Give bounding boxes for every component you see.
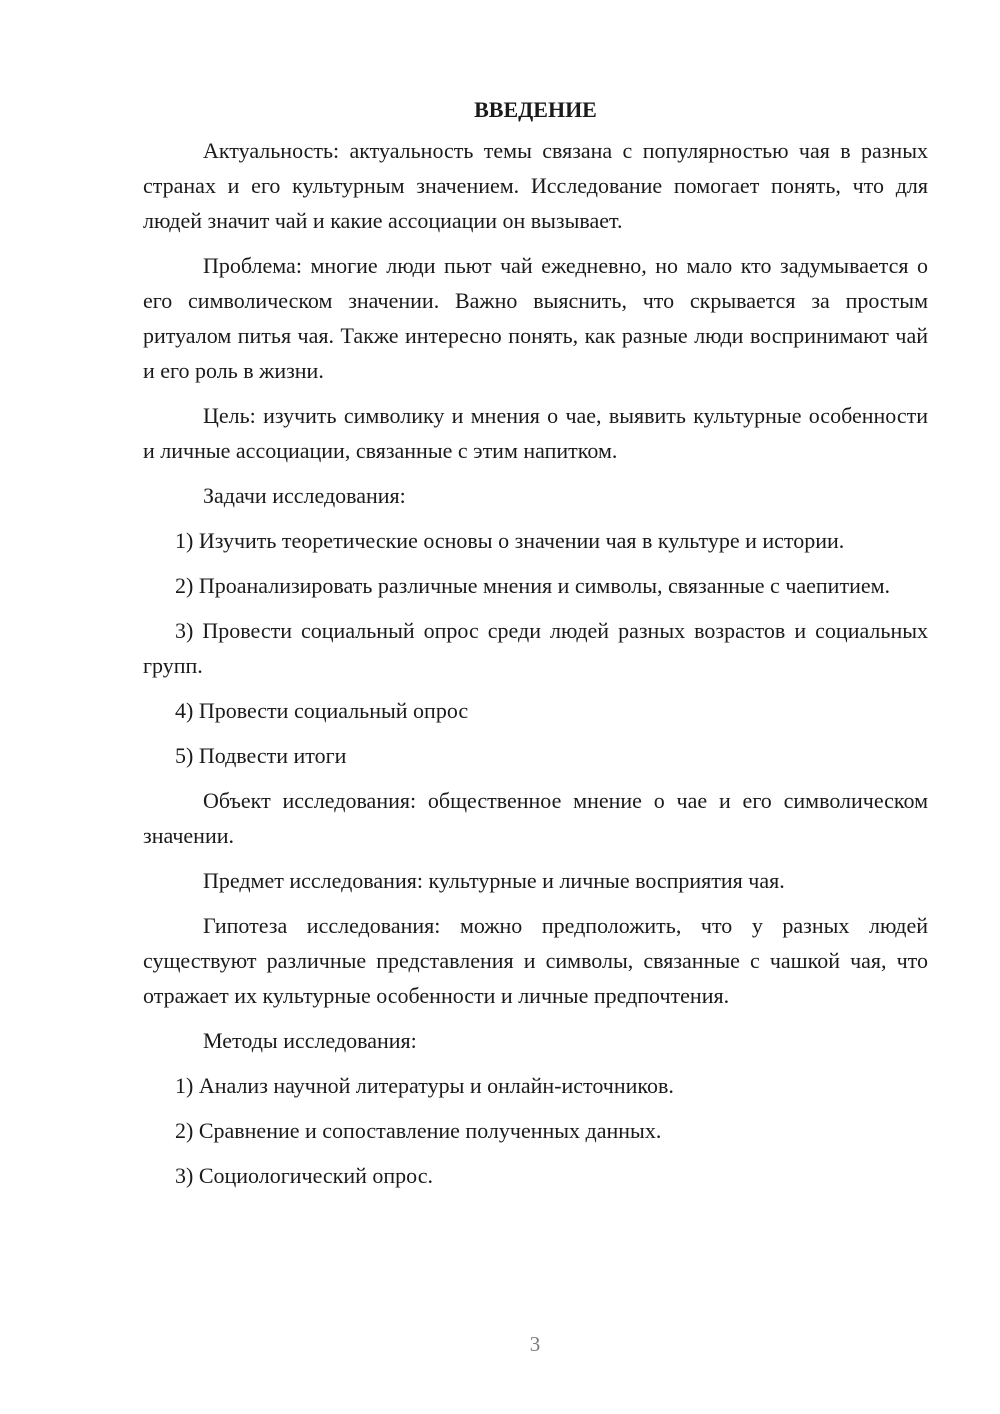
problem-paragraph: Проблема: многие люди пьют чай ежедневно, но мало кто задумывается о его символическом значении. Важно выяснить, что скрывается за простым ритуалом питья чая. Также интересно понять, как разные люди воспринимают чай и его роль в жизни. (143, 253, 928, 383)
hypothesis-paragraph: Гипотеза исследования: можно предположить, что у разных людей существуют различные представления и символы, связанные с чашкой чая, что отражает их культурные особенности и личные предпочтения. (143, 913, 928, 1008)
method-item-3: 3) Социологический опрос. (175, 1163, 433, 1188)
task-item-1: 1) Изучить теоретические основы о значении чая в культуре и истории. (175, 528, 845, 553)
task-item-4: 4) Провести социальный опрос (175, 698, 469, 723)
task-item-3: 3) Провести социальный опрос среди людей разных возрастов и социальных групп. (143, 618, 928, 678)
goal-paragraph: Цель: изучить символику и мнения о чае, выявить культурные особенности и личные ассоциации, связанные с этим напитком. (143, 403, 928, 463)
object-paragraph: Объект исследования: общественное мнение о чае и его символическом значении. (143, 788, 928, 848)
task-item-5: 5) Подвести итоги (175, 743, 347, 768)
methods-heading: Методы исследования: (203, 1028, 417, 1053)
section-title: ВВЕДЕНИЕ (474, 97, 597, 122)
method-item-1: 1) Анализ научной литературы и онлайн-источников. (175, 1073, 674, 1098)
document-page (143, 92, 928, 1193)
method-item-2: 2) Сравнение и сопоставление полученных данных. (175, 1118, 662, 1143)
relevance-paragraph: Актуальность: актуальность темы связана с популярностью чая в разных странах и его культурным значением. Исследование помогает понять, что для людей значит чай и какие ассоциации он вызывает. (143, 138, 928, 233)
subject-paragraph: Предмет исследования: культурные и личные восприятия чая. (203, 868, 785, 893)
task-item-2: 2) Проанализировать различные мнения и символы, связанные с чаепитием. (175, 573, 891, 598)
tasks-heading: Задачи исследования: (203, 483, 406, 508)
page-number: 3 (529, 1332, 541, 1356)
